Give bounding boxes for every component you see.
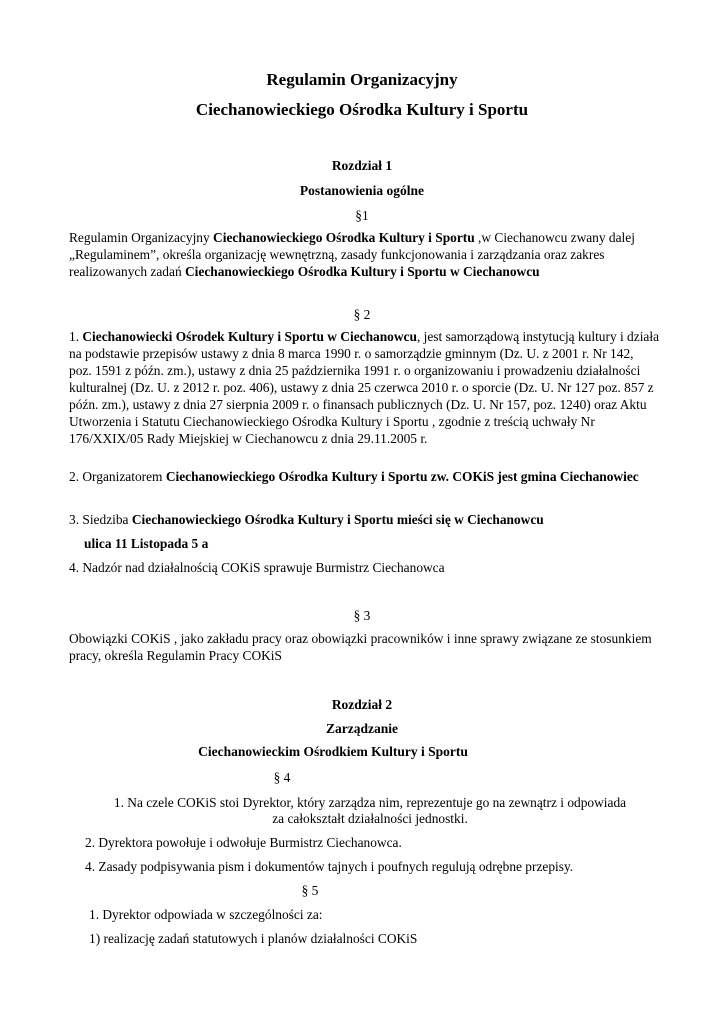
section2-sign: § 2 [353, 307, 371, 322]
bold-run: Ciechanowieckiego Ośrodka Kultury i Sportu w Ciechanowcu [185, 264, 540, 279]
section4-paragraph2: 2. Dyrektora powołuje i odwołuje Burmistrz Ciechanowca. [85, 835, 402, 850]
text-run: ,w Ciechanowcu zwany dalej „Regulaminem”, określa organizację wewnętrzną, zasady funkcjonowania i zarządzania oraz zakres realizowanych zadań [69, 230, 635, 279]
text-run: , jest samorządową instytucją kultury i działa na podstawie przepisów ustawy z dnia 8 marca 1990 r. o samorządzie gminnym (Dz. U. z 2001 r. Nr 142, poz. 1591 z późn. zm.), ustawy z dnia 25 października 1991 r. o organizowaniu i prowadzeniu działalności kulturalnej (Dz. U. z 2012 r. poz. 406), ustawy z dnia 25 czerwca 2010 r. o sporcie (Dz. U. Nr 127 poz. 857 z późn. zm.), ustawy z dnia 27 sierpnia 2009 r. o finansach publicznych (Dz. U. Nr 157, poz. 1240) oraz Aktu Utworzenia i Statutu Ciechanowieckiego Ośrodka Kultury i Sportu , zgodnie z treścią uchwały Nr 176/XXIX/05 Rady Miejskiej w Ciechanowcu z dnia 29.11.2005 r. [69, 329, 660, 446]
section3-paragraph: Obowiązki COKiS , jako zakładu pracy oraz obowiązki pracowników i inne sprawy związane ze stosunkiem pracy, określa Regulamin Pracy COKiS [69, 631, 652, 663]
section4-sign: § 4 [273, 770, 291, 785]
section5-paragraph2: 1) realizację zadań statutowych i planów działalności COKiS [89, 931, 418, 946]
chapter2-subname: Ciechanowieckim Ośrodkiem Kultury i Sportu [198, 744, 468, 759]
chapter1-name: Postanowienia ogólne [299, 183, 425, 198]
section2-address [84, 535, 674, 552]
text-run: Regulamin Organizacyjny [69, 230, 214, 245]
chapter1-label: Rozdział 1 [331, 158, 393, 173]
section4-paragraph3: 4. Zasady podpisywania pism i dokumentów tajnych i poufnych regulują odrębne przepisy. [85, 859, 574, 874]
section1-paragraph [69, 229, 659, 280]
text-run: 3. Siedziba [69, 512, 132, 527]
section4-paragraph1-line1: 1. Na czele COKiS stoi Dyrektor, który zarządza nim, reprezentuje go na zewnątrz i odpowiada [113, 795, 627, 810]
section4-paragraph1-line2: za całokształt działalności jednostki. [272, 811, 468, 826]
bold-run: Ciechanowieckiego Ośrodka Kultury i Sportu zw. COKiS jest gmina Ciechanowiec [165, 469, 639, 484]
section2-paragraph1 [69, 328, 659, 447]
chapter2-label: Rozdział 2 [331, 697, 393, 712]
bold-run: Ciechanowieckiego Ośrodka Kultury i Sportu mieści się w Ciechanowcu [131, 512, 544, 527]
section2-paragraph3 [69, 511, 659, 528]
section5-paragraph1: 1. Dyrektor odpowiada w szczególności za: [89, 907, 323, 922]
text-run: 1. [69, 329, 83, 344]
text-run: 2. Organizatorem [69, 469, 166, 484]
document-title-line2: Ciechanowieckiego Ośrodka Kultury i Sportu [195, 100, 529, 119]
section1-sign: §1 [355, 208, 369, 223]
section2-paragraph4: 4. Nadzór nad działalnością COKiS sprawuje Burmistrz Ciechanowca [69, 560, 445, 575]
section5-sign: § 5 [301, 883, 319, 898]
bold-run: ulica 11 Listopada 5 a [84, 536, 209, 551]
chapter2-name: Zarządzanie [326, 721, 398, 736]
bold-run: Ciechanowiecki Ośrodek Kultury i Sportu w Ciechanowcu [82, 329, 417, 344]
bold-run: Ciechanowieckiego Ośrodka Kultury i Sportu [213, 230, 475, 245]
section2-paragraph2 [69, 468, 659, 485]
document-title-line1: Regulamin Organizacyjny [266, 70, 458, 89]
section3-sign: § 3 [353, 608, 371, 623]
